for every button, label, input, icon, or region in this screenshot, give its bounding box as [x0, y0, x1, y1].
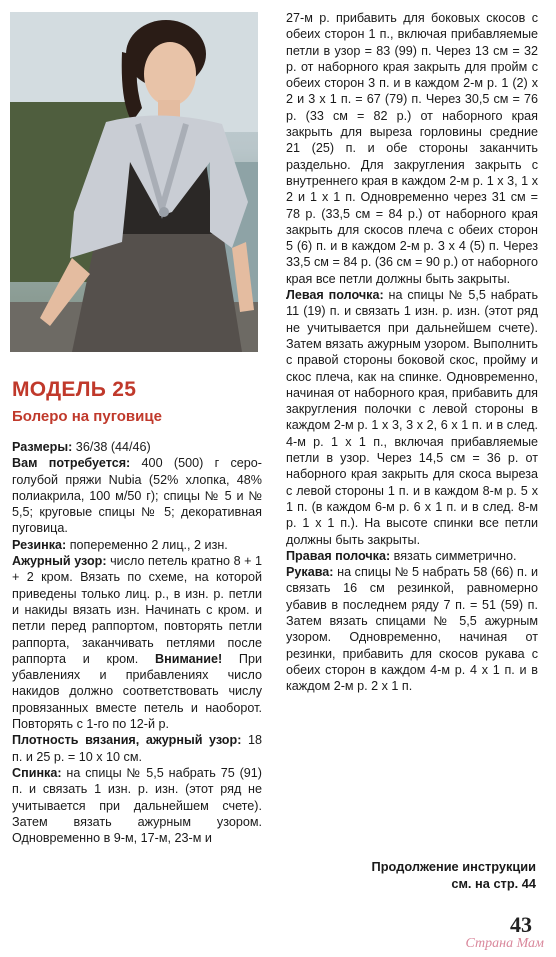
model-subtitle: Болеро на пуговице	[12, 408, 162, 425]
paragraph-lace-pattern: Ажурный узор: число петель кратно 8 + 1 + 2 кром. Вязать по схеме, на которой приведены только лиц. р., в изн. р. петли и накиды вязать изн. Начинать с кром. и петли перед раппортом, повторять петли раппорта, заканчивать петлями после раппорта и кром. Внимание! При убавлениях и прибавлениях число накидов должно соответствовать числу провязанных вместе петель и наоборот. Повторять с 1-го по 12-й р.	[12, 554, 263, 732]
paragraph-back-continued: 27-м р. прибавить для боковых скосов с обеих сторон 1 п., включая прибавляемые петли в узор = 83 (99) п. Через 13 см = 32 р. от наборного края закрыть для пройм с обеих сторон 3 п. и в каждом 2-м р. 1 (2) х 2 и 3 х 1 п. = 67 (79) п. Через 30,5 см = 76 р. (33 см = 82 р.) от наборного края закрыть для выреза горловины средние 21 (25) п. и обе стороны заканчить раздельно. Для закругления закрыть с внутреннего края в каждом 2-м р. 1 х 3, 1 х 2 и 1 х 1 п. Одновременно через 31 см = 78 р. (33,5 см = 84 р.) от наборного края закрыть для скосов плеча с обеих сторон 5 (6) п. и в каждом 2-м р. 3 х 4 (5) п. Через 33,5 см = 84 р. (36 см = 90 р.) от наборного края все петли должны быть закрыты.	[286, 11, 538, 286]
paragraph-back: Спинка: на спицы № 5,5 набрать 75 (91) п. и связать 1 изн. р. изн. (этот ряд не учитывается при дальнейшем счете). Затем вязать ажурным узором. Одновременно в 9-м, 17-м, 23-м и	[12, 765, 262, 846]
model-title: МОДЕЛЬ 25	[12, 378, 137, 401]
model-photo	[10, 12, 258, 352]
continuation-line-2: см. на стр. 44	[451, 876, 536, 891]
paragraph-sizes: Размеры: 36/38 (44/46)	[12, 440, 151, 454]
paragraph-gauge: Плотность вязания, ажурный узор: 18 п. и 25 р. = 10 х 10 см.	[12, 733, 262, 764]
paragraph-materials: Вам потребуется: 400 (500) г серо-голубой пряжи Nubia (52% хлопка, 48% полиакрила, 100 м/50 г); спицы № 5 и № 5,5; круговые спицы № 5; декоративная пуговица.	[12, 456, 262, 536]
paragraph-ribbing: Резинка: попеременно 2 лиц., 2 изн.	[12, 537, 228, 552]
paragraph-left-front: Левая полочка: на спицы № 5,5 набрать 11 (19) п. и связать 1 изн. р. изн. (этот ряд не учитывается при дальнейшем счете). Затем вязать ажурным узором. Выполнить с правой стороны боковой скос, пройму и скос плеча, как на спинке. Одновременно, начиная от наборного края, прибавить для закругления полочки с левой стороны в каждом 2-м р. 1 х 3, 3 х 2, 6 х 1 п. и в след. 4-м р. 1 х 1 п., включая прибавляемые петли в узор. Через 14,5 см = 36 р. от наборного края закрыть для скоса выреза с левой стороны 1 п. и в каждом 8-м р. 5 х 1 п. (в каждом 6-м р. 6 х 1 п. и в след. 8-м р. 1 х 1 п.). На высоте спинки все петли должны быть закрыты.	[286, 288, 538, 547]
paragraph-sleeves: Рукава: на спицы № 5 набрать 58 (66) п. и связать 16 см резинкой, равномерно убавив в последнем ряду 7 п. = 51 (59) п. Затем вязать спицами № 5,5 ажурным узором. Одновременно, начиная от резинки, прибавить для скосов рукава с обеих сторон в каждом 4-м р. 4 х 1 п. и в каждом 2-м р. 2 х 1 п.	[286, 565, 538, 694]
watermark: Страна Мам	[465, 936, 544, 951]
left-column	[12, 378, 262, 846]
model-photo-illustration	[10, 12, 258, 352]
page-number: 43	[510, 912, 532, 937]
paragraph-right-front: Правая полочка: вязать симметрично.	[286, 548, 517, 563]
continuation-line-1: Продолжение инструкции	[371, 859, 536, 874]
continuation-note	[330, 858, 536, 892]
right-column	[286, 10, 538, 694]
